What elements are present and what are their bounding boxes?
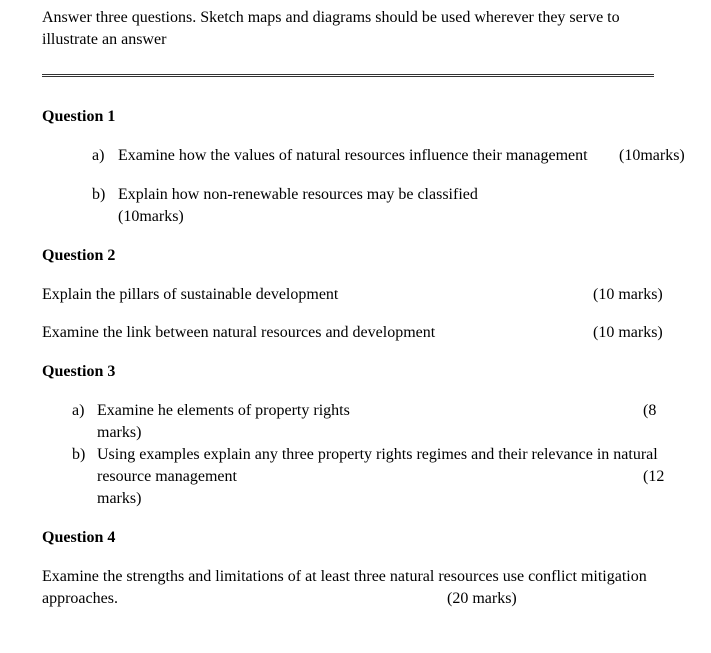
q1a-text: Examine how the values of natural resources influence their management bbox=[118, 147, 588, 164]
question-1-heading: Question 1 bbox=[42, 108, 116, 125]
q2-part-2-text: Examine the link between natural resources and development bbox=[42, 324, 436, 341]
q3b-marks-open: (12 bbox=[643, 468, 665, 485]
q1a-marker: a) bbox=[92, 147, 105, 164]
instruction-line-1: Answer three questions. Sketch maps and diagrams should be used wherever they serve to bbox=[42, 9, 620, 26]
q2-part-2-marks: (10 marks) bbox=[593, 324, 663, 341]
q3b-marker: b) bbox=[72, 446, 86, 463]
q1b-marks: (10marks) bbox=[118, 208, 184, 225]
q3b-text-line-2: resource management bbox=[97, 468, 237, 485]
q3a-marker: a) bbox=[72, 402, 85, 419]
q3a-marks-open: (8 bbox=[643, 402, 657, 419]
q3b-text-line-1: Using examples explain any three property rights regimes and their relevance in natural bbox=[97, 446, 658, 463]
instruction-line-2: illustrate an answer bbox=[42, 31, 167, 48]
q3a-marks-close: marks) bbox=[97, 424, 142, 441]
q4-text-line-1: Examine the strengths and limitations of at least three natural resources use conflict mitigation bbox=[42, 568, 647, 585]
question-2-heading: Question 2 bbox=[42, 247, 116, 264]
q4-marks: (20 marks) bbox=[447, 590, 517, 607]
q2-part-1-marks: (10 marks) bbox=[593, 286, 663, 303]
separator-rule bbox=[42, 74, 654, 77]
q3b-marks-close: marks) bbox=[97, 490, 142, 507]
question-3-heading: Question 3 bbox=[42, 363, 116, 380]
q1b-marker: b) bbox=[92, 186, 106, 203]
question-4-heading: Question 4 bbox=[42, 529, 116, 546]
q2-part-1-text: Explain the pillars of sustainable development bbox=[42, 286, 339, 303]
q4-text-line-2: approaches. bbox=[42, 590, 118, 607]
q1a-marks: (10marks) bbox=[619, 147, 685, 164]
q3a-text: Examine he elements of property rights bbox=[97, 402, 350, 419]
q1b-text: Explain how non-renewable resources may be classified bbox=[118, 186, 478, 203]
